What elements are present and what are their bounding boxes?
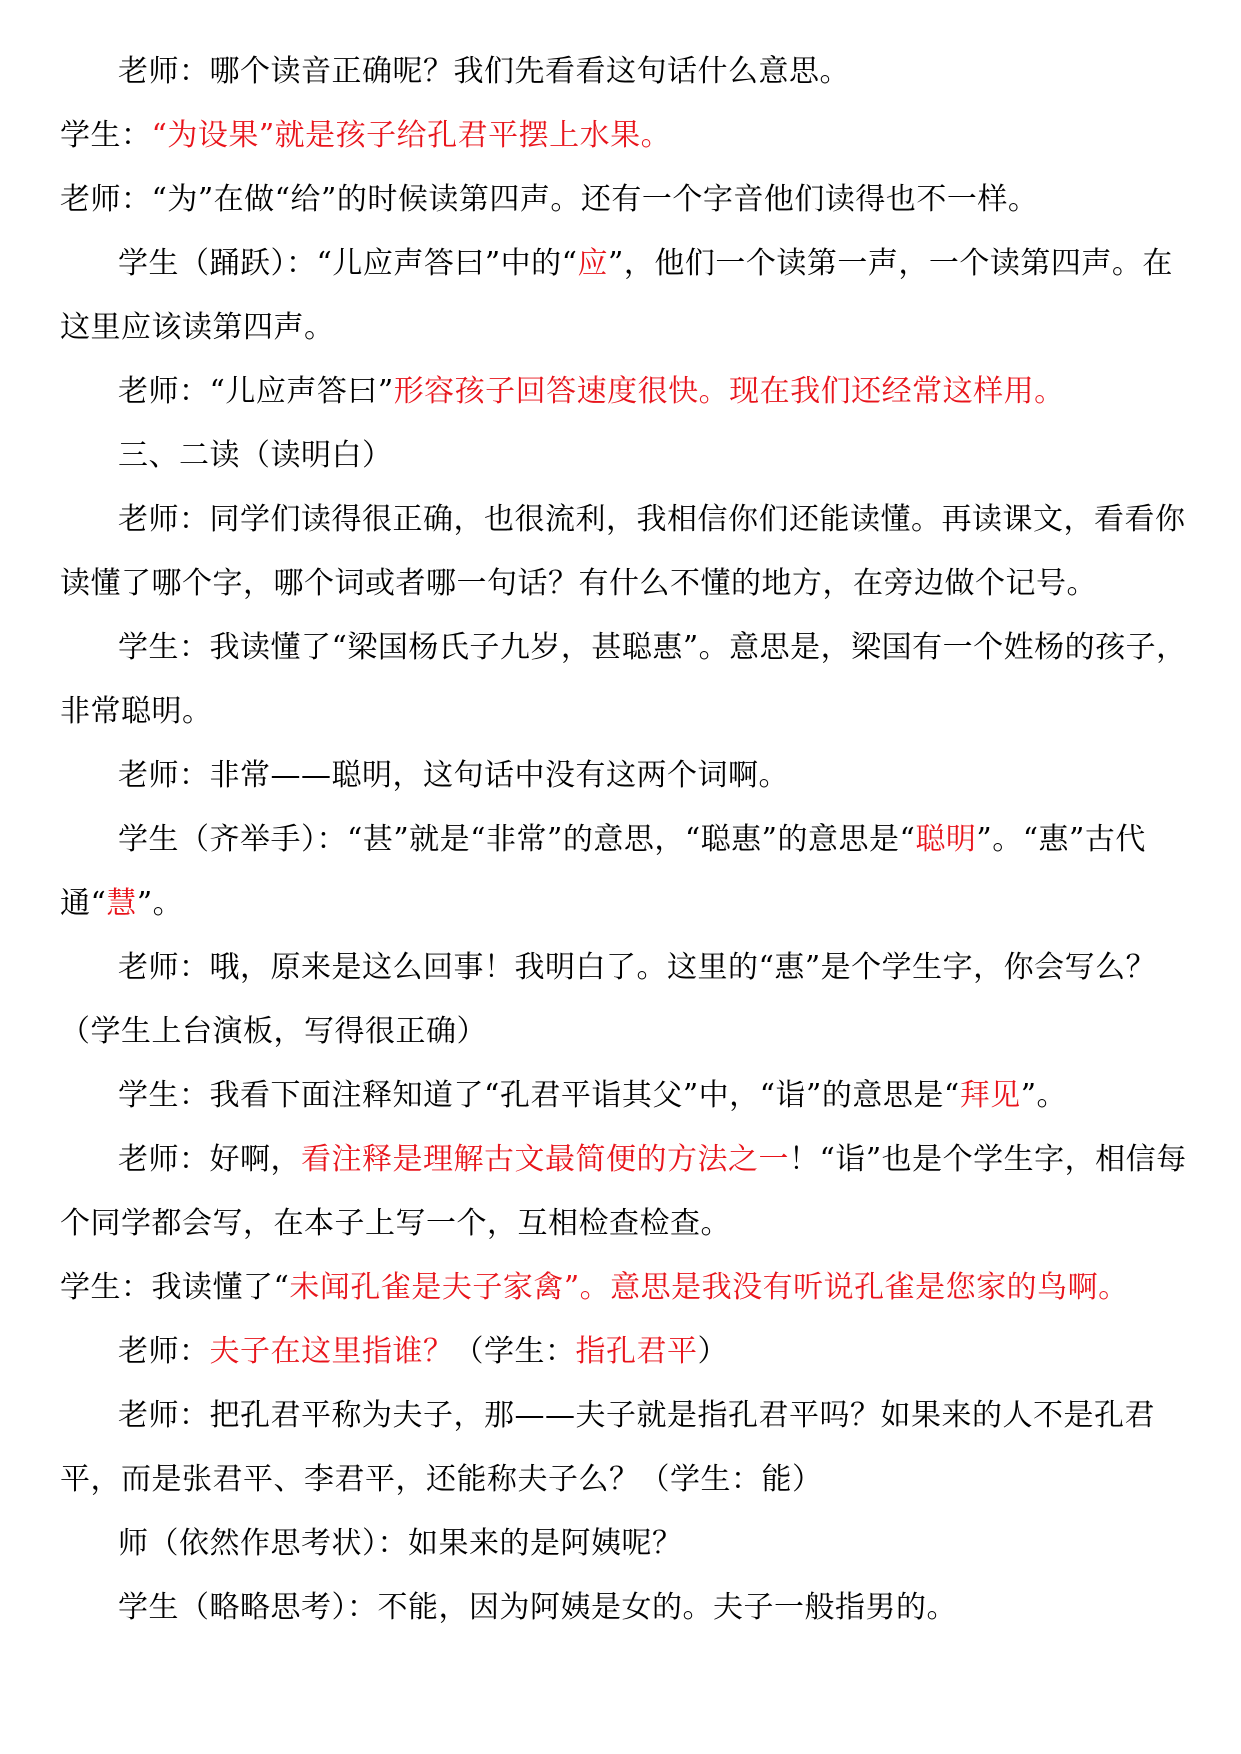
highlighted-text: 聪明: [915, 822, 977, 857]
paragraph: [60, 1320, 1190, 1384]
text-run: ）: [697, 1334, 728, 1369]
text-run: ”。: [1020, 1078, 1068, 1113]
paragraph: [60, 744, 1190, 808]
paragraph: [60, 1064, 1190, 1128]
paragraph: [60, 424, 1190, 488]
highlighted-text: 看注释是理解古文最简便的方法之一: [301, 1142, 789, 1177]
paragraph: [60, 40, 1190, 104]
highlighted-text: 形容孩子回答速度很快。现在我们还经常这样用。: [393, 374, 1065, 409]
paragraph: [60, 1256, 1190, 1320]
text-run: 学生：我看下面注释知道了“孔君平诣其父”中，“诣”的意思是“: [118, 1078, 960, 1113]
document-body: [60, 40, 1190, 1640]
text-run: 学生：我读懂了“梁国杨氏子九岁，甚聪惠”。意思是，梁国有一个姓杨的孩子，非常聪明。: [60, 630, 1187, 729]
text-run: ”。“惠”古代通“: [60, 822, 1146, 921]
text-run: 学生（踊跃）：“儿应声答曰”中的“: [118, 246, 578, 281]
highlighted-text: 拜见: [959, 1078, 1021, 1113]
paragraph: [60, 1512, 1190, 1576]
text-run: 老师：: [118, 1334, 210, 1369]
highlighted-text: 未闻孔雀是夫子家禽”。意思是我没有听说孔雀是您家的鸟啊。: [289, 1270, 1129, 1305]
paragraph: [60, 1576, 1190, 1640]
highlighted-text: 指孔君平: [575, 1334, 698, 1369]
text-run: 老师：把孔君平称为夫子，那——夫子就是指孔君平吗？如果来的人不是孔君平，而是张君平、李君平，还能称夫子么？（学生：能）: [60, 1398, 1155, 1497]
paragraph: [60, 232, 1190, 360]
text-run: 学生（齐举手）：“甚”就是“非常”的意思，“聪惠”的意思是“: [118, 822, 916, 857]
text-run: 老师：“为”在做“给”的时候读第四声。还有一个字音他们读得也不一样。: [60, 182, 1039, 217]
text-run: 师（依然作思考状）：如果来的是阿姨呢？: [118, 1526, 683, 1561]
paragraph: [60, 1384, 1190, 1512]
paragraph: [60, 360, 1190, 424]
text-run: 老师：“儿应声答曰”: [118, 374, 394, 409]
text-run: ”。: [136, 886, 184, 921]
paragraph: [60, 488, 1190, 616]
paragraph: [60, 936, 1190, 1064]
highlighted-text: 慧: [106, 886, 137, 921]
paragraph: [60, 616, 1190, 744]
paragraph: [60, 808, 1190, 936]
text-run: 老师：好啊，: [118, 1142, 301, 1177]
text-run: （学生：: [453, 1334, 576, 1369]
text-run: ”，他们一个读第一声，一个读第四声。在这里应该读第四声。: [60, 246, 1173, 345]
highlighted-text: “为设果”就是孩子给孔君平摆上水果。: [151, 118, 672, 153]
highlighted-text: 应: [577, 246, 609, 281]
paragraph: [60, 168, 1190, 232]
text-run: 学生（略略思考）：不能，因为阿姨是女的。夫子一般指男的。: [118, 1590, 957, 1625]
text-run: 老师：哦，原来是这么回事！我明白了。这里的“惠”是个学生字，你会写么？（学生上台演板，写得很正确）: [60, 950, 1157, 1049]
highlighted-text: 夫子在这里指谁？: [209, 1334, 454, 1369]
text-run: 三、二读（读明白）: [118, 438, 393, 473]
text-run: 学生：我读懂了“: [60, 1270, 290, 1305]
paragraph: [60, 104, 1190, 168]
text-run: 老师：同学们读得很正确，也很流利，我相信你们还能读懂。再读课文，看看你读懂了哪个字，哪个词或者哪一句话？有什么不懂的地方，在旁边做个记号。: [60, 502, 1186, 601]
paragraph: [60, 1128, 1190, 1256]
text-run: 学生：: [60, 118, 152, 153]
text-run: 老师：非常——聪明，这句话中没有这两个词啊。: [118, 758, 789, 793]
text-run: 老师：哪个读音正确呢？我们先看看这句话什么意思。: [118, 54, 850, 89]
text-run: ！“诣”也是个学生字，相信每个同学都会写，在本子上写一个，互相检查检查。: [60, 1142, 1187, 1241]
